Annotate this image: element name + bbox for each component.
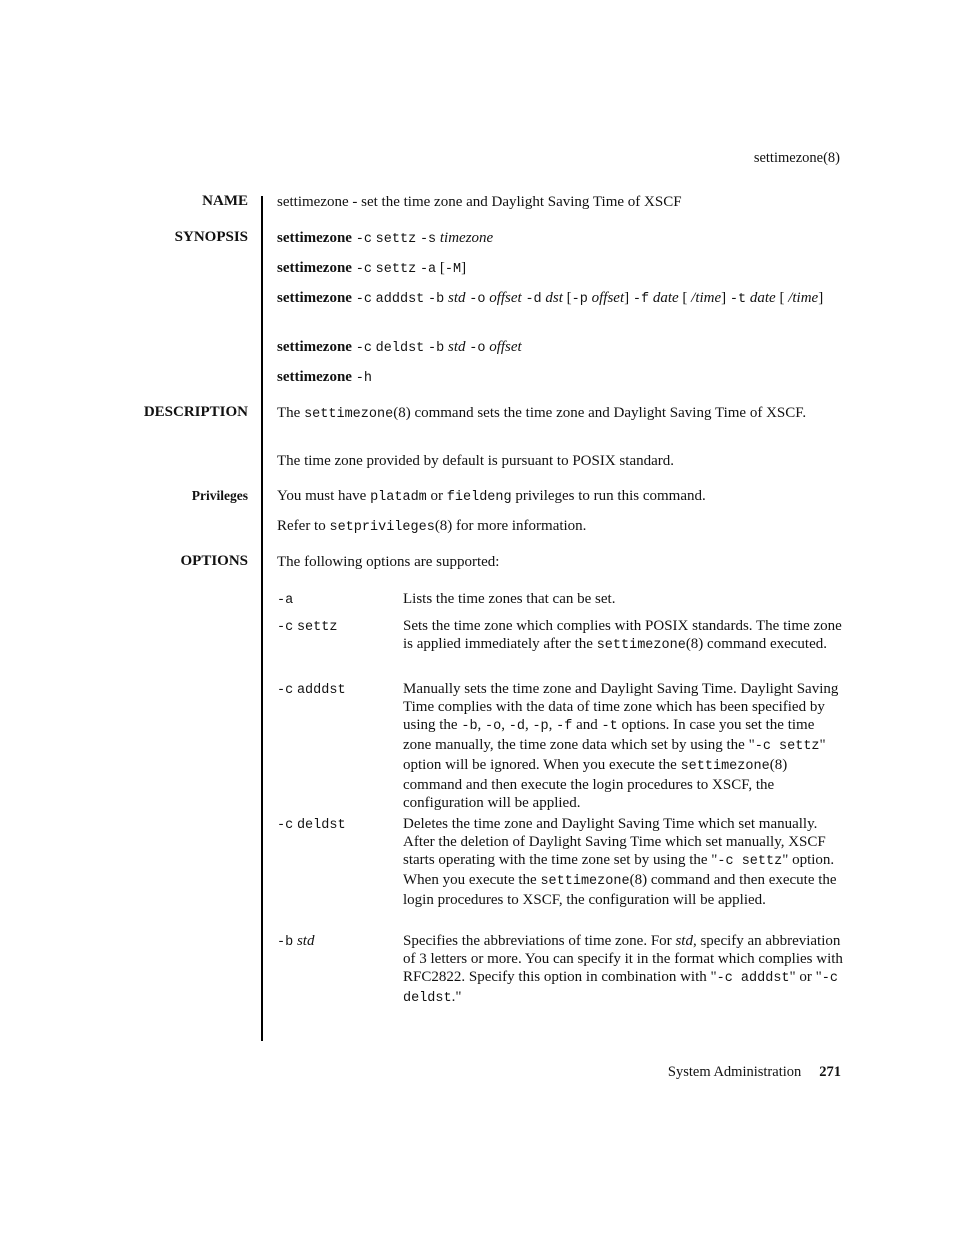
text-run: Manually sets the time zone and Daylight Saving Time. Daylight Saving Time complies with the data of time zone which has been specified by using the [403,681,839,733]
synopsis-command: settimezone [277,290,352,306]
option-term [277,932,397,952]
option-arg: deldst [296,818,346,833]
section-label-description: DESCRIPTION [143,404,248,420]
synopsis-command: settimezone [277,230,352,246]
option-flag-ref: -c adddst [716,971,790,986]
description-paragraph-2: The time zone provided by default is pursuant to POSIX standard. [277,453,675,469]
section-label-privileges: Privileges [191,488,248,503]
section-label-name: NAME [202,193,248,209]
synopsis-bracket: ] [461,260,467,276]
section-label-options: OPTIONS [180,553,248,569]
synopsis-param: offset [489,290,522,306]
page-number: 271 [819,1064,841,1080]
synopsis-line-3 [277,289,843,309]
synopsis-flag: -a [419,262,437,277]
option-flag: -c [277,683,294,698]
synopsis-flag: -b [428,292,445,307]
command-ref: settimezone [540,874,630,889]
text-run: Lists the time zones that can be set. [403,591,616,607]
text-run: Refer to [277,518,330,534]
synopsis-flag: -f [632,292,650,307]
synopsis-line-1 [277,229,843,249]
synopsis-flag: -s [419,232,437,247]
synopsis-param: std [447,339,466,355]
text-run: (8) command sets the time zone and Daylight Saving Time of XSCF. [393,405,807,421]
option-term [277,815,397,835]
synopsis-param: offset [591,290,625,306]
synopsis-bracket: [ [682,290,688,306]
synopsis-line-5 [277,368,843,388]
synopsis-param: timezone [439,230,494,246]
synopsis-param: date [749,290,776,306]
option-description [403,680,843,812]
synopsis-param: offset [489,339,522,355]
synopsis-bracket: ] [624,290,630,306]
option-arg: std [296,933,315,949]
text-run: (8) for more information. [434,518,587,534]
synopsis-arg: adddst [375,292,425,307]
synopsis-line-4 [277,338,843,358]
option-term [277,680,397,700]
option-arg: settz [296,620,338,635]
text-run: (8) command and then execute the login procedures to XSCF, the configuration will be applied. [403,872,837,908]
text-run: ." [451,989,462,1005]
synopsis-command: settimezone [277,339,352,355]
text-run: Sets the time zone which complies with POSIX standards. The time zone is applied immediately after the [403,618,842,652]
option-flag-ref: -b [461,719,478,734]
command-ref: settimezone [680,759,770,774]
text-run: The [277,405,305,421]
text-run: " option. When you execute the [403,852,835,888]
option-term [277,617,397,637]
synopsis-bracket: [ [779,290,785,306]
command-ref: settimezone [304,407,394,422]
option-flag: -c [277,818,294,833]
option-flag: -b [277,935,294,950]
option-description [403,815,843,909]
option-flag-ref: -c deldst [403,971,838,1006]
synopsis-flag: -b [428,341,445,356]
synopsis-command: settimezone [277,369,352,385]
text-run: (8) command and then execute the login procedures to XSCF, the configuration will be applied. [403,757,788,811]
synopsis-arg: deldst [375,341,425,356]
text-run: , specify an abbreviation of 3 letters or more. You can specify it in the format which complies with RFC2822. Specify this option in combination with " [403,933,843,985]
synopsis-bracket: [ [439,260,445,276]
option-flag: -c [277,620,294,635]
option-flag: -a [277,593,294,608]
privileges-paragraph-1 [277,487,843,507]
synopsis-bracket: ] [721,290,727,306]
text-run: options. In case you set the time zone manually, the time zone data which set by using the " [403,717,815,753]
description-paragraph-1 [277,404,843,424]
text-run: , [501,717,509,733]
synopsis-flag: -o [469,341,486,356]
option-flag-ref: -t [601,719,618,734]
synopsis-param: std [447,290,466,306]
privilege-name: fieldeng [446,490,512,505]
option-term [277,590,397,610]
text-run: , [477,717,486,733]
synopsis-flag: -c [355,232,372,247]
synopsis-param: dst [545,290,563,306]
synopsis-param: /time [691,290,722,306]
synopsis-flag: -c [355,341,372,356]
text-run: and [572,717,602,733]
option-flag-ref: -c settz [717,854,783,869]
synopsis-flag: -h [355,371,372,386]
option-description [403,590,843,608]
options-intro: The following options are supported: [277,554,500,570]
synopsis-flag: -o [469,292,486,307]
synopsis-flag: -p [571,292,588,307]
name-text: settimezone - set the time zone and Daylight Saving Time of XSCF [277,194,682,210]
option-arg: adddst [296,683,346,698]
param-ref: std [675,933,693,949]
command-ref: setprivileges [329,520,435,535]
synopsis-command: settimezone [277,260,352,276]
text-run: , [548,717,557,733]
synopsis-param: /time [788,290,819,306]
synopsis-flag: -c [355,262,372,277]
synopsis-line-2 [277,259,843,279]
option-flag-ref: -o [485,719,502,734]
option-flag-ref: -c settz [754,739,820,754]
text-run: You must have [277,488,371,504]
synopsis-param: date [652,290,679,306]
option-description [403,932,843,1008]
synopsis-arg: settz [375,232,417,247]
command-ref: settimezone [596,638,686,653]
synopsis-flag: -t [729,292,747,307]
text-run: or [426,488,447,504]
text-run: privileges to run this command. [511,488,706,504]
synopsis-flag: -M [444,262,462,277]
section-label-synopsis: SYNOPSIS [174,229,248,245]
synopsis-bracket: [ [566,290,572,306]
footer-book-title: System Administration [667,1064,802,1080]
text-run: Specifies the abbreviations of time zone. For [403,933,676,949]
option-flag-ref: -f [556,719,573,734]
running-header: settimezone(8) [753,150,840,166]
page-footer [668,1064,841,1081]
synopsis-flag: -c [355,292,372,307]
text-run: , [524,717,533,733]
synopsis-flag: -d [525,292,542,307]
text-run: " option will be ignored. When you execute the [403,737,826,773]
privileges-paragraph-2 [277,517,843,537]
synopsis-arg: settz [375,262,417,277]
privilege-name: platadm [370,490,427,505]
section-divider-rule [261,196,263,1041]
text-run: Deletes the time zone and Daylight Saving Time which set manually. After the deletion of Daylight Saving Time which set manually, XSCF starts operating with the time zone set by using the " [403,816,826,868]
synopsis-bracket: ] [818,290,824,306]
text-run: (8) command executed. [685,636,828,652]
option-description [403,617,843,655]
option-flag-ref: -p [532,719,549,734]
option-flag-ref: -d [508,719,525,734]
text-run: " or " [789,969,822,985]
